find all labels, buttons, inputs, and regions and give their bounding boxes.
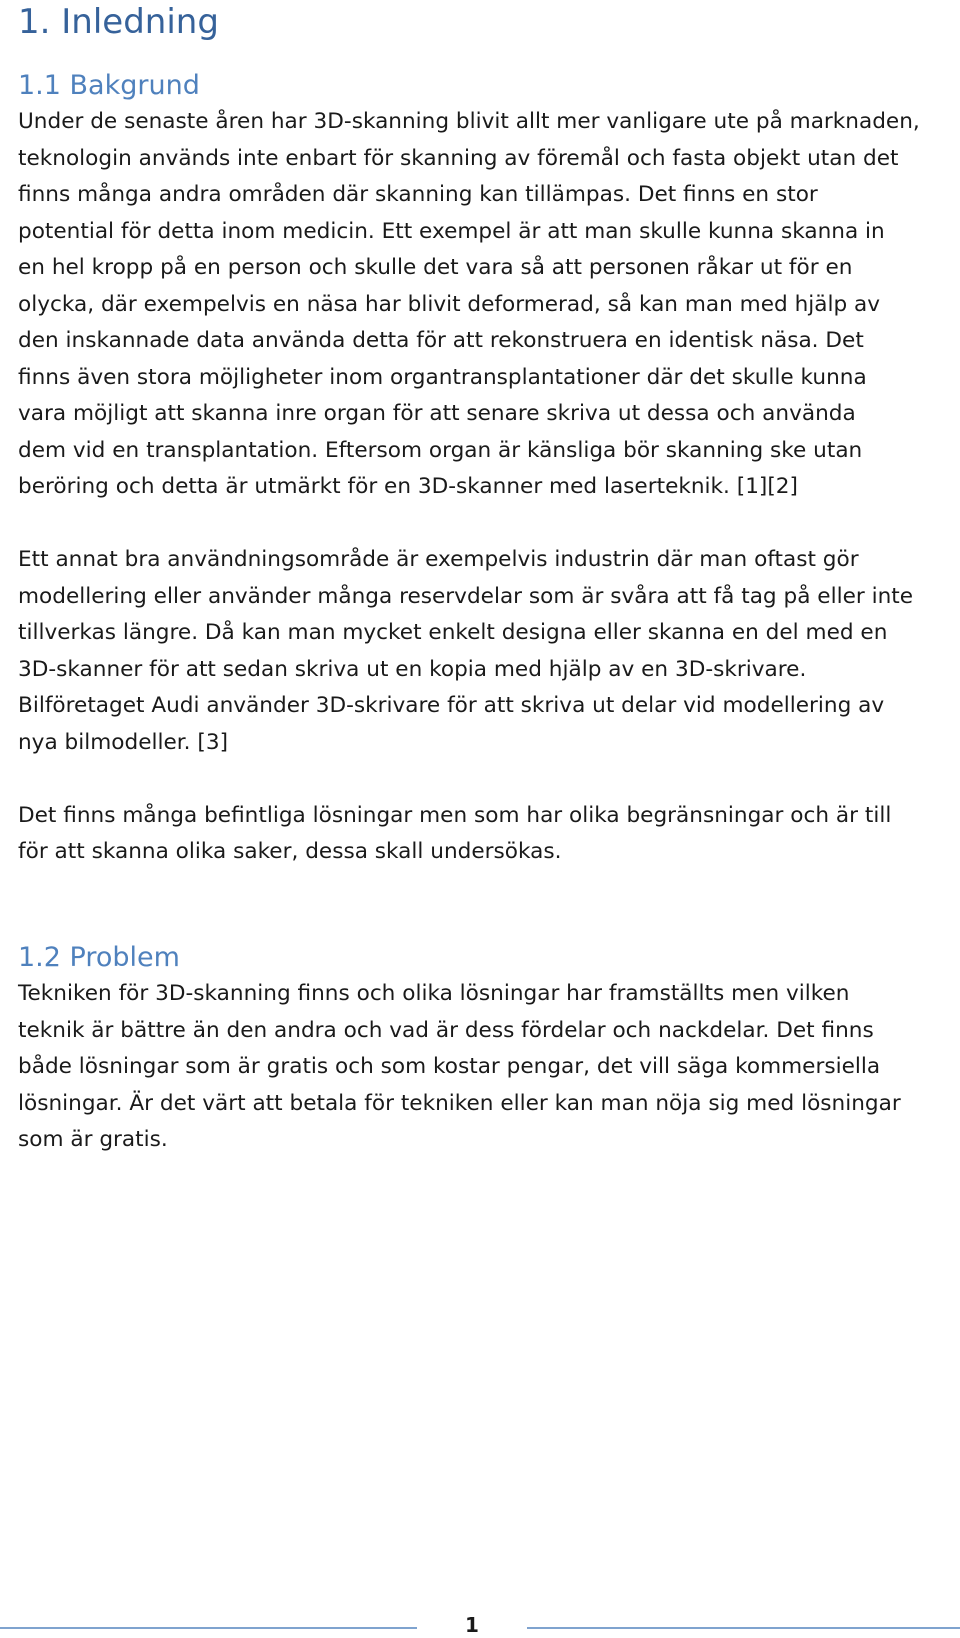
text-line: teknologin används inte enbart för skanning av föremål och fasta objekt utan det xyxy=(18,145,899,171)
text-line: för att skanna olika saker, dessa skall undersökas. xyxy=(18,839,562,864)
paragraph xyxy=(18,104,948,506)
text-line: 3D-skanner för att sedan skriva ut en kopia med hjälp av en 3D-skrivare. xyxy=(18,656,807,682)
paragraph xyxy=(18,976,948,1159)
text-line: dem vid en transplantation. Eftersom organ är känsliga bör skanning ske utan xyxy=(18,437,863,463)
text-line: teknik är bättre än den andra och vad är dess fördelar och nackdelar. Det finns xyxy=(18,1017,874,1043)
text-line: den inskannade data använda detta för att rekonstruera en identisk näsa. Det xyxy=(18,328,864,353)
section-problem xyxy=(18,940,948,1159)
text-line: Tekniken för 3D-skanning finns och olika lösningar har framställts men vilken xyxy=(18,981,850,1006)
text-line: Ett annat bra användningsområde är exempelvis industrin där man oftast gör xyxy=(18,547,859,572)
footer-rule-left xyxy=(0,1627,417,1629)
page-number: 1 xyxy=(465,1613,479,1637)
text-line: Under de senaste åren har 3D-skanning blivit allt mer vanligare ute på marknaden, xyxy=(18,109,920,134)
text-line: potential för detta inom medicin. Ett exempel är att man skulle kunna skanna in xyxy=(18,218,885,244)
paragraph-spacer xyxy=(18,761,948,798)
text-line: lösningar. Är det värt att betala för tekniken eller kan man nöja sig med lösningar xyxy=(18,1090,901,1116)
section-title: 1.1 Bakgrund xyxy=(18,70,200,101)
paragraph-spacer xyxy=(18,506,948,543)
section-title: 1.2 Problem xyxy=(18,942,180,973)
text-line: finns många andra områden där skanning kan tillämpas. Det finns en stor xyxy=(18,182,818,207)
text-line: en hel kropp på en person och skulle det vara så att personen råkar ut för en xyxy=(18,255,853,280)
chapter-title: 1. Inledning xyxy=(18,2,219,42)
text-line: finns även stora möjligheter inom organtransplantationer där det skulle kunna xyxy=(18,364,867,390)
text-line: nya bilmodeller. [3] xyxy=(18,729,229,755)
footer-rule-right xyxy=(527,1627,960,1629)
text-line: vara möjligt att skanna inre organ för att senare skriva ut dessa och använda xyxy=(18,401,856,426)
text-line: både lösningar som är gratis och som kostar pengar, det vill säga kommersiella xyxy=(18,1054,881,1079)
text-line: Det finns många befintliga lösningar men som har olika begränsningar och är till xyxy=(18,802,892,828)
text-line: olycka, där exempelvis en näsa har blivit deformerad, så kan man med hjälp av xyxy=(18,291,881,317)
text-line: beröring och detta är utmärkt för en 3D-skanner med laserteknik. [1][2] xyxy=(18,474,798,499)
section-bakgrund xyxy=(18,68,948,871)
text-line: tillverkas längre. Då kan man mycket enkelt designa eller skanna en del med en xyxy=(18,620,888,645)
text-line: Bilföretaget Audi använder 3D-skrivare för att skriva ut delar vid modellering av xyxy=(18,693,885,718)
paragraph xyxy=(18,798,948,871)
text-line: modellering eller använder många reservdelar som är svåra att få tag på eller inte xyxy=(18,583,914,609)
paragraph xyxy=(18,542,948,761)
text-line: som är gratis. xyxy=(18,1127,168,1152)
